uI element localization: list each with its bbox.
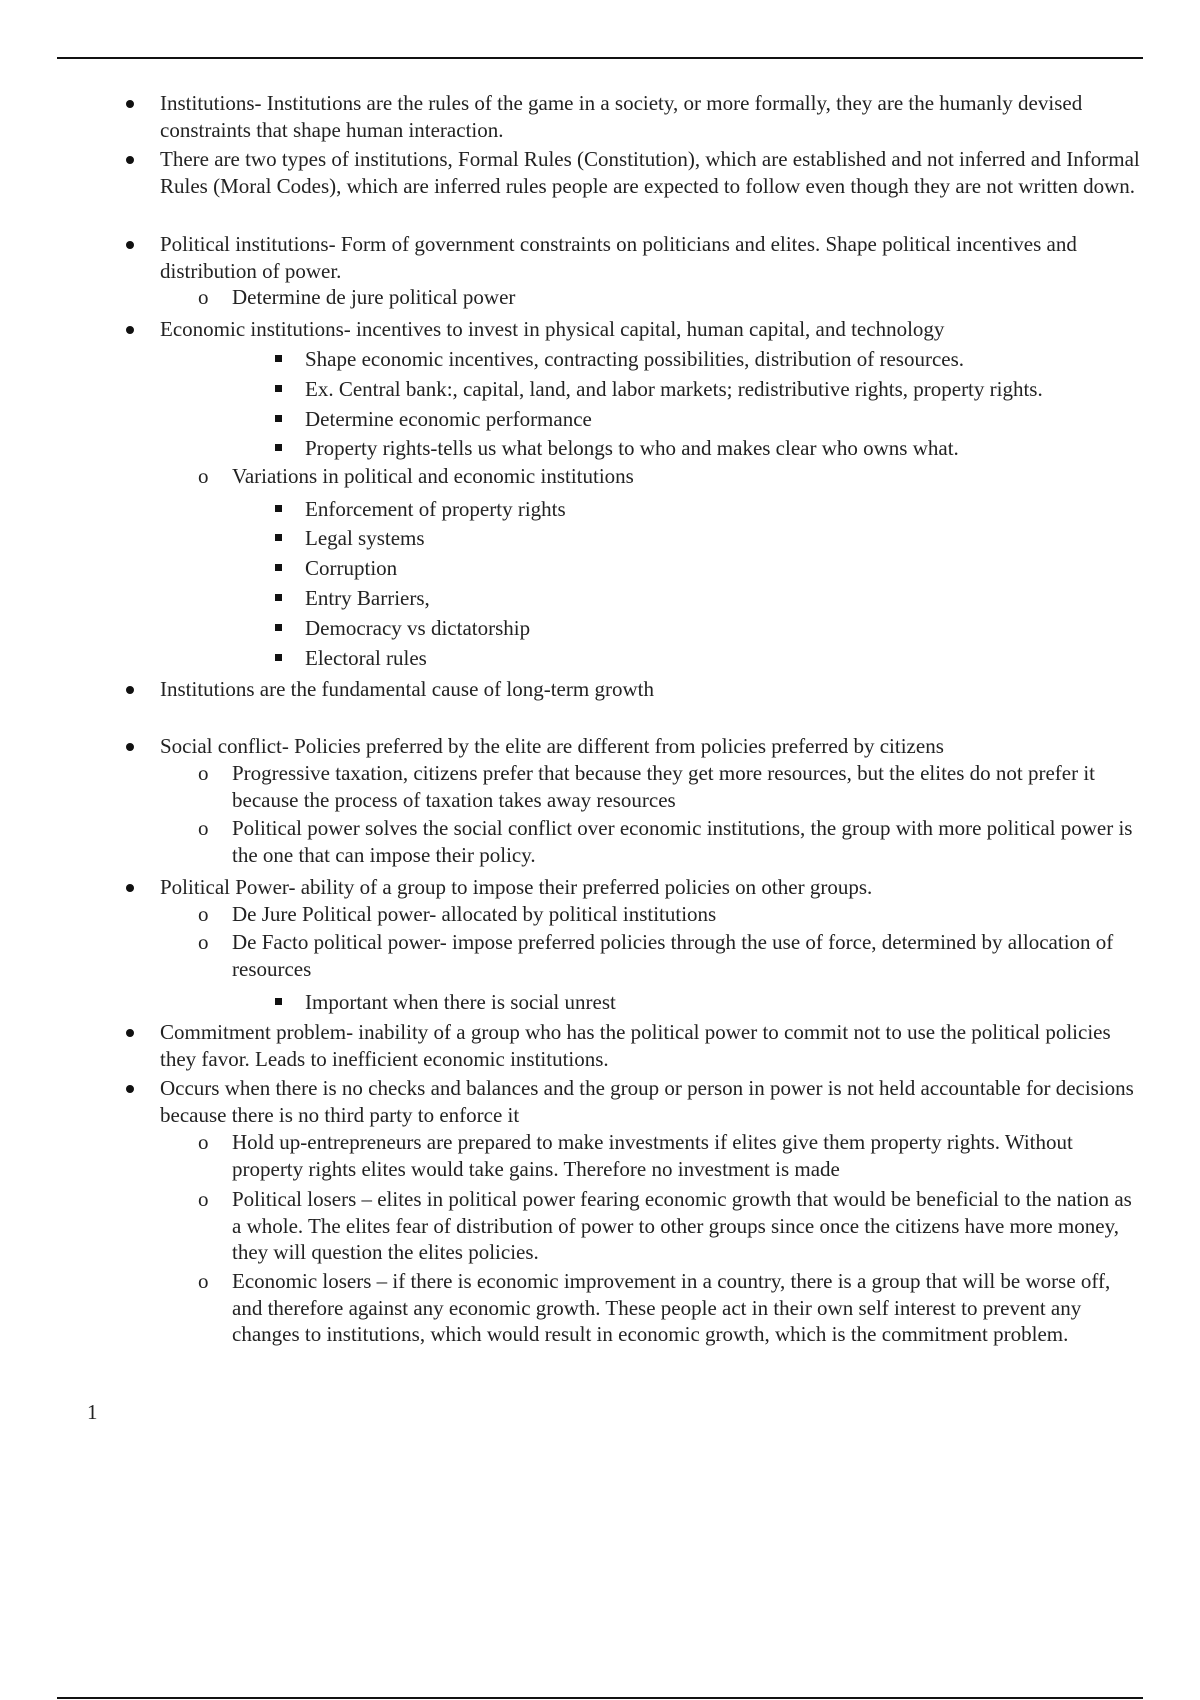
list-item-text: Determine de jure political power xyxy=(232,285,516,309)
list-item-text: Political institutions- Form of government constraints on politicians and elites. Shape political incentives and distribution of power. xyxy=(160,232,1077,283)
list-item-text: Social conflict- Policies preferred by the elite are different from policies preferred by citizens xyxy=(160,734,944,758)
square-bullet-icon xyxy=(275,355,282,362)
list-item xyxy=(198,1268,1145,1348)
list-item xyxy=(160,676,1145,703)
list-item-text: Important when there is social unrest xyxy=(305,990,616,1014)
list-item xyxy=(198,929,1145,982)
list-item-text: There are two types of institutions, Formal Rules (Constitution), which are established and not inferred and Informal Rules (Moral Codes), which are inferred rules people are expected to follow even though they are not written down. xyxy=(160,147,1140,198)
bullet-icon xyxy=(126,743,134,751)
list-item xyxy=(160,1075,1145,1128)
circle-bullet-icon: o xyxy=(198,902,209,926)
list-item-text: Electoral rules xyxy=(305,646,427,670)
list-item-text: Political losers – elites in political power fearing economic growth that would be beneficial to the nation as a whole. The elites fear of distribution of power to other groups since once the citizens have more money, they will question the elites policies. xyxy=(232,1187,1132,1264)
list-item xyxy=(305,496,1145,523)
bullet-icon xyxy=(126,326,134,334)
list-item xyxy=(305,989,1145,1016)
circle-bullet-icon: o xyxy=(198,464,209,488)
bullet-icon xyxy=(126,1085,134,1093)
list-item xyxy=(160,1019,1145,1072)
list-item-text: Commitment problem- inability of a group who has the political power to commit not to use the political policies they favor. Leads to inefficient economic institutions. xyxy=(160,1020,1111,1071)
square-bullet-icon xyxy=(275,385,282,392)
list-item-text: Variations in political and economic institutions xyxy=(232,464,634,488)
circle-bullet-icon: o xyxy=(198,1269,209,1293)
list-item-text: Economic losers – if there is economic improvement in a country, there is a group that will be worse off, and therefore against any economic growth. These people act in their own self interest to prevent any changes to institutions, which would result in economic growth, which is the commitment problem. xyxy=(232,1269,1111,1346)
bottom-rule xyxy=(57,1697,1143,1699)
bullet-icon xyxy=(126,241,134,249)
square-bullet-icon xyxy=(275,415,282,422)
square-bullet-icon xyxy=(275,594,282,601)
list-item-text: Institutions are the fundamental cause of long-term growth xyxy=(160,677,654,701)
list-item xyxy=(198,760,1145,813)
list-item-text: De Facto political power- impose preferred policies through the use of force, determined by allocation of resources xyxy=(232,930,1114,981)
list-item-text: Occurs when there is no checks and balances and the group or person in power is not held accountable for decisions because there is no third party to enforce it xyxy=(160,1076,1134,1127)
circle-bullet-icon: o xyxy=(198,930,209,954)
list-item xyxy=(160,90,1145,143)
circle-bullet-icon: o xyxy=(198,816,209,840)
bullet-icon xyxy=(126,100,134,108)
list-item-text: Shape economic incentives, contracting possibilities, distribution of resources. xyxy=(305,347,965,371)
list-item xyxy=(305,525,1145,552)
list-item xyxy=(305,376,1145,403)
list-item-text: Economic institutions- incentives to invest in physical capital, human capital, and technology xyxy=(160,317,945,341)
list-item-text: Property rights-tells us what belongs to who and makes clear who owns what. xyxy=(305,436,959,460)
square-bullet-icon xyxy=(275,534,282,541)
square-bullet-icon xyxy=(275,505,282,512)
list-item-text: Legal systems xyxy=(305,526,425,550)
circle-bullet-icon: o xyxy=(198,1187,209,1211)
circle-bullet-icon: o xyxy=(198,761,209,785)
list-item xyxy=(198,284,1145,311)
list-item-text: Progressive taxation, citizens prefer that because they get more resources, but the elites do not prefer it because the process of taxation takes away resources xyxy=(232,761,1096,812)
top-rule xyxy=(57,57,1143,59)
list-item xyxy=(305,585,1145,612)
list-item xyxy=(160,874,1145,901)
list-item-text: Political Power- ability of a group to impose their preferred policies on other groups. xyxy=(160,875,873,899)
square-bullet-icon xyxy=(275,624,282,631)
circle-bullet-icon: o xyxy=(198,285,209,309)
list-item-text: Political power solves the social conflict over economic institutions, the group with more political power is the one that can impose their policy. xyxy=(232,816,1133,867)
list-item xyxy=(198,901,1145,928)
list-item-text: Democracy vs dictatorship xyxy=(305,616,531,640)
list-item-text: Corruption xyxy=(305,556,398,580)
bullet-icon xyxy=(126,156,134,164)
list-item xyxy=(198,463,1145,490)
list-item xyxy=(305,555,1145,582)
bullet-icon xyxy=(126,1029,134,1037)
list-item-text: Institutions- Institutions are the rules of the game in a society, or more formally, they are the humanly devised constraints that shape human interaction. xyxy=(160,91,1083,142)
square-bullet-icon xyxy=(275,654,282,661)
list-item xyxy=(160,146,1145,199)
list-item-text: Determine economic performance xyxy=(305,407,592,431)
list-item xyxy=(305,435,1145,462)
list-item xyxy=(305,615,1145,642)
list-item-text: Hold up-entrepreneurs are prepared to make investments if elites give them property rights. Without property rights elites would take gains. Therefore no investment is made xyxy=(232,1130,1073,1181)
square-bullet-icon xyxy=(275,998,282,1005)
bullet-icon xyxy=(126,884,134,892)
list-item xyxy=(198,1186,1145,1266)
list-item xyxy=(160,733,1145,760)
list-item xyxy=(305,346,1145,373)
list-item xyxy=(198,815,1145,868)
square-bullet-icon xyxy=(275,564,282,571)
circle-bullet-icon: o xyxy=(198,1130,209,1154)
list-item xyxy=(305,406,1145,433)
list-item-text: Entry Barriers, xyxy=(305,586,430,610)
list-item xyxy=(305,645,1145,672)
list-item xyxy=(160,231,1145,284)
list-item-text: Enforcement of property rights xyxy=(305,497,566,521)
list-item-text: Ex. Central bank:, capital, land, and labor markets; redistributive rights, property rights. xyxy=(305,377,1043,401)
page-number: 1 xyxy=(87,1400,98,1424)
bullet-icon xyxy=(126,686,134,694)
list-item xyxy=(198,1129,1145,1182)
list-item xyxy=(160,316,1145,343)
list-item-text: De Jure Political power- allocated by political institutions xyxy=(232,902,717,926)
square-bullet-icon xyxy=(275,444,282,451)
